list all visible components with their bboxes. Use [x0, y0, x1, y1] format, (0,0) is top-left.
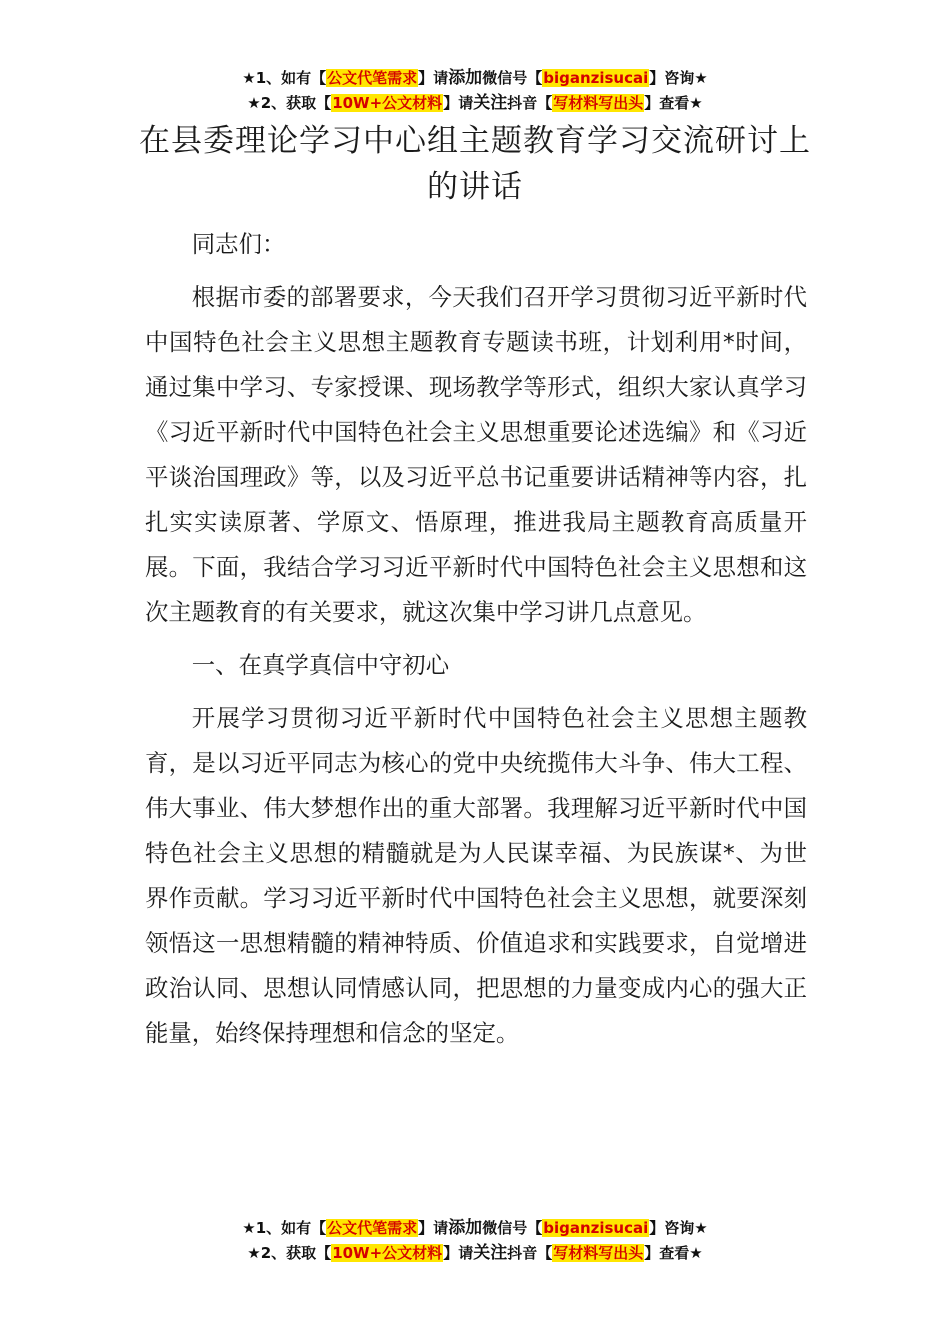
highlight-service: 公文代笔需求 [327, 69, 418, 87]
section-heading-1: 一、在真学真信中守初心 [191, 651, 450, 679]
document-body [145, 222, 807, 1056]
paragraph-2: 开展学习贯彻习近平新时代中国特色社会主义思想主题教育，是以习近平同志为核心的党中央统揽伟大斗争、伟大工程、伟大事业、伟大梦想作出的重大部署。我理解习近平新时代中国特色社会主义思想的精髓就是为人民谋幸福、为民族谋*、为世界作贡献。学习习近平新时代中国特色社会主义思想，就要深刻领悟这一思想精髓的精神特质、价值追求和实践要求，自觉增进政治认同、思想认同情感认同，把思想的力量变成内心的强大正能量，始终保持理想和信念的坚定。 [145, 704, 807, 1047]
footer-line-2: ★2、获取【10W+公文材料】请关注抖音【写材料写出头】查看★ [247, 1243, 703, 1263]
footer-highlight-wechat-id: biganzisucai [543, 1219, 649, 1237]
footer-banner [0, 1216, 950, 1266]
highlight-wechat-id: biganzisucai [543, 69, 649, 87]
banner-line-1: ★1、如有【公文代笔需求】请添加微信号【biganzisucai】咨询★ [242, 68, 708, 88]
footer-highlight-service: 公文代笔需求 [327, 1219, 418, 1237]
highlight-materials: 10W+公文材料 [332, 94, 443, 112]
banner-line-2: ★2、获取【10W+公文材料】请关注抖音【写材料写出头】查看★ [247, 93, 703, 113]
salutation: 同志们： [191, 230, 286, 258]
header-banner [0, 66, 950, 116]
footer-highlight-douyin-id: 写材料写出头 [553, 1244, 644, 1262]
highlight-douyin-id: 写材料写出头 [553, 94, 644, 112]
document-title: 在县委理论学习中心组主题教育学习交流研讨上的讲话 [139, 123, 811, 205]
footer-line-1: ★1、如有【公文代笔需求】请添加微信号【biganzisucai】咨询★ [242, 1218, 708, 1238]
footer-highlight-materials: 10W+公文材料 [332, 1244, 443, 1262]
paragraph-1: 根据市委的部署要求，今天我们召开学习贯彻习近平新时代中国特色社会主义思想主题教育专题读书班，计划利用*时间，通过集中学习、专家授课、现场教学等形式，组织大家认真学习《习近平新时代中国特色社会主义思想重要论述选编》和《习近平谈治国理政》等，以及习近平总书记重要讲话精神等内容，扎扎实实读原著、学原文、悟原理，推进我局主题教育高质量开展。下面，我结合学习习近平新时代中国特色社会主义思想和这次主题教育的有关要求，就这次集中学习讲几点意见。 [145, 283, 807, 626]
